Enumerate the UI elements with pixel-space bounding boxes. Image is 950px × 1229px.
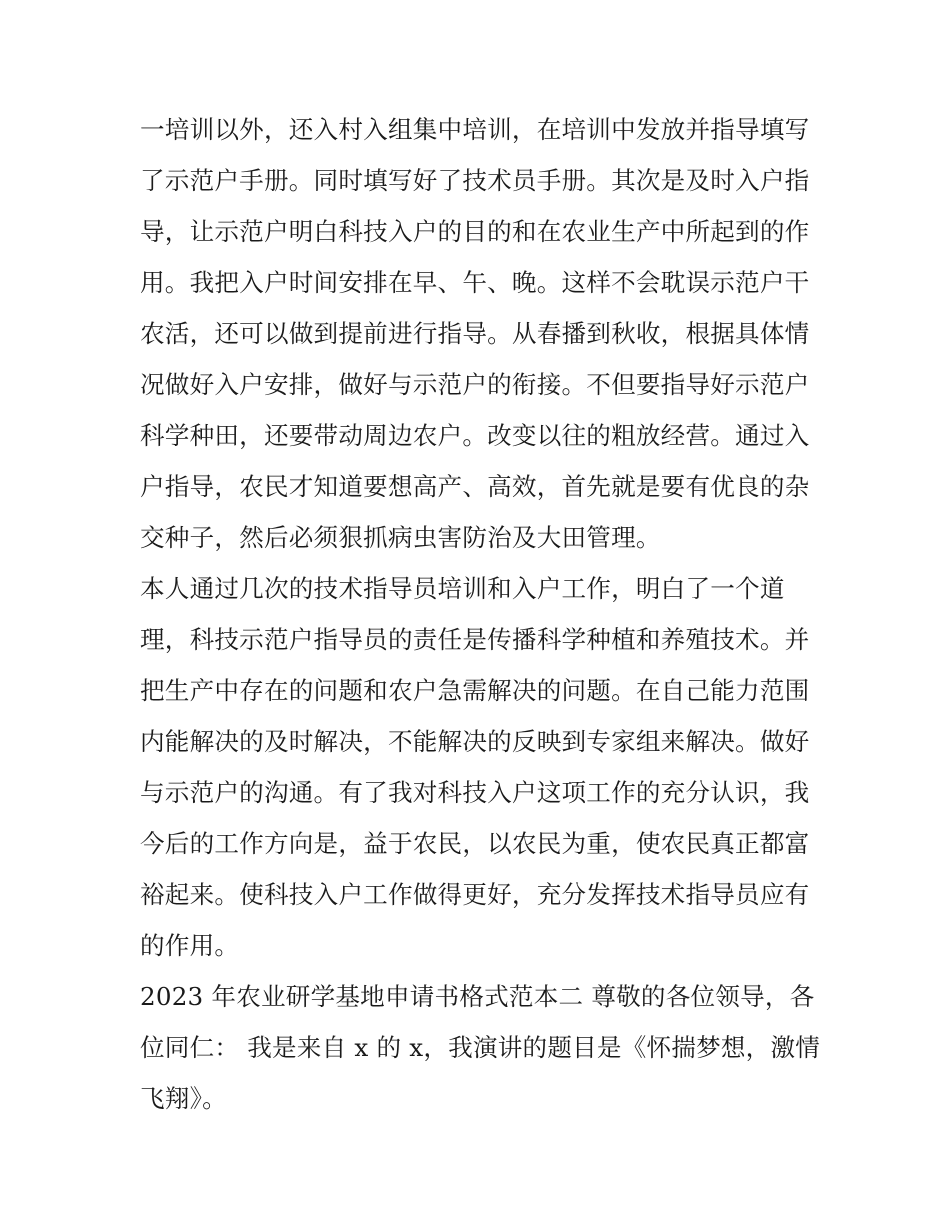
text-line: 的作用。 [140,931,240,960]
text-line: 把生产中存在的问题和农户急需解决的问题。在自己能力范围 [140,676,810,705]
text-line: 内能解决的及时解决，不能解决的反映到专家组来解决。做好 [140,727,810,756]
text-line: 况做好入户安排，做好与示范户的衔接。不但要指导好示范户 [140,370,810,399]
text-line: 理，科技示范户指导员的责任是传播科学种植和养殖技术。并 [140,625,810,654]
text-line: 本人通过几次的技术指导员培训和入户工作，明白了一个道 [140,574,785,603]
text-line: 今后的工作方向是，益于农民，以农民为重，使农民真正都富 [140,829,810,858]
paragraph-2 [140,563,820,971]
text-line: 了示范户手册。同时填写好了技术员手册。其次是及时入户指 [140,166,810,195]
text-line: 2023 年农业研学基地申请书格式范本二 尊敬的各位领导，各 [140,982,815,1011]
text-line: 一培训以外，还入村入组集中培训，在培训中发放并指导填写 [140,115,810,144]
text-line: 户指导，农民才知道要想高产、高效，首先就是要有优良的杂 [140,472,810,501]
text-line: 农活，还可以做到提前进行指导。从春播到秋收，根据具体情 [140,319,810,348]
text-line: 飞翔》。 [140,1084,227,1113]
text-line: 导，让示范户明白科技入户的目的和在农业生产中所起到的作 [140,217,810,246]
text-line: 与示范户的沟通。有了我对科技入户这项工作的充分认识，我 [140,778,810,807]
text-line: 科学种田，还要带动周边农户。改变以往的粗放经营。通过入 [140,421,810,450]
text-line: 位同仁： 我是来自 x 的 x，我演讲的题目是《怀揣梦想，激情 [140,1033,820,1062]
paragraph-1 [140,104,820,563]
text-line: 用。我把入户时间安排在早、午、晚。这样不会耽误示范户干 [140,268,810,297]
text-line: 裕起来。使科技入户工作做得更好，充分发挥技术指导员应有 [140,880,810,909]
paragraph-3 [140,971,820,1124]
document-body [140,104,820,1124]
text-line: 交种子，然后必须狠抓病虫害防治及大田管理。 [140,523,661,552]
